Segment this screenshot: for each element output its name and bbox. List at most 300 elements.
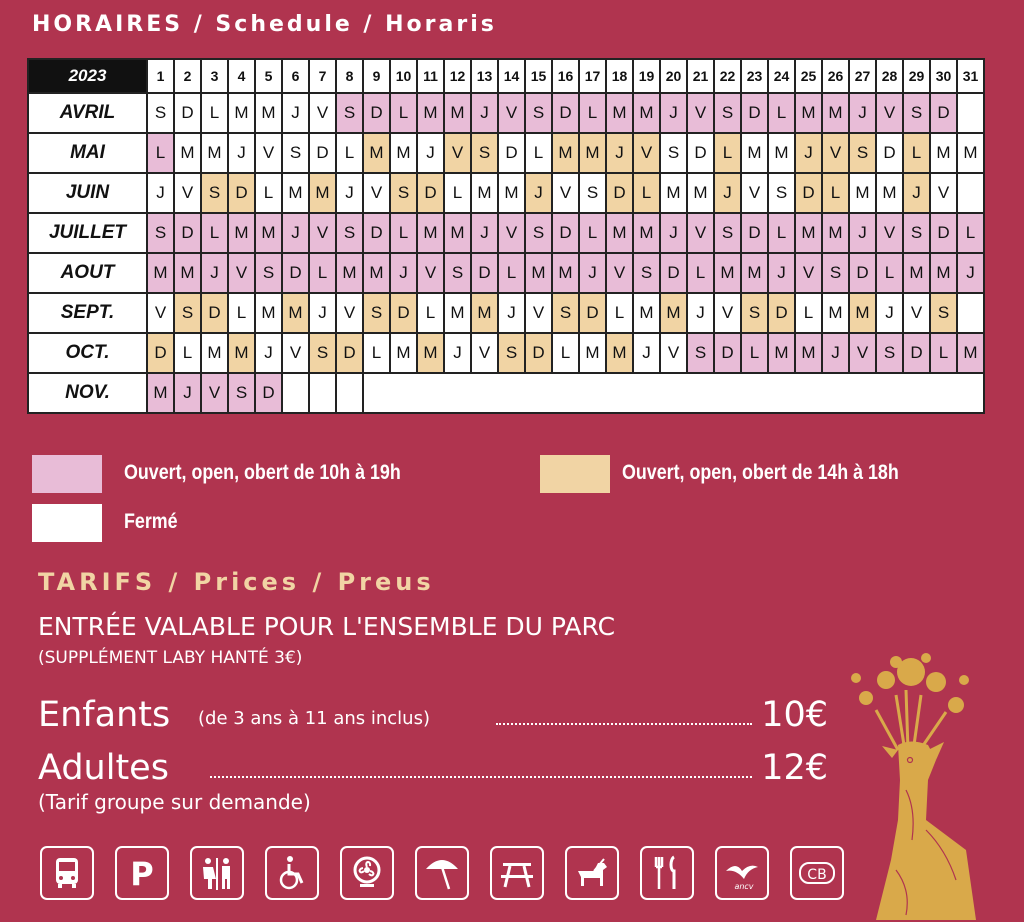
- day-cell: M: [768, 333, 795, 373]
- day-cell: L: [633, 173, 660, 213]
- day-number: 4: [228, 59, 255, 93]
- day-cell: M: [660, 293, 687, 333]
- day-cell: J: [282, 213, 309, 253]
- month-row: [28, 333, 984, 373]
- day-cell: D: [174, 93, 201, 133]
- day-cell: S: [660, 133, 687, 173]
- day-cell: S: [768, 173, 795, 213]
- day-cell: M: [147, 373, 174, 413]
- day-cell: D: [174, 213, 201, 253]
- day-cell: M: [633, 293, 660, 333]
- day-cell: V: [903, 293, 930, 333]
- day-cell: V: [282, 333, 309, 373]
- day-cell: S: [930, 293, 957, 333]
- day-cell: D: [336, 333, 363, 373]
- legend-open-afternoon: Ouvert, open, obert de 14h à 18h: [622, 461, 899, 484]
- day-cell: M: [201, 333, 228, 373]
- day-cell: S: [336, 213, 363, 253]
- day-cell: J: [903, 173, 930, 213]
- day-cell: M: [957, 333, 984, 373]
- day-cell: D: [903, 333, 930, 373]
- day-cell: J: [255, 333, 282, 373]
- day-number: 26: [822, 59, 849, 93]
- month-row: [28, 93, 984, 133]
- day-cell: M: [444, 93, 471, 133]
- month-label: AVRIL: [28, 93, 147, 133]
- day-cell: M: [606, 213, 633, 253]
- day-cell: L: [687, 253, 714, 293]
- day-cell: D: [309, 133, 336, 173]
- day-cell: M: [714, 253, 741, 293]
- day-number: 11: [417, 59, 444, 93]
- day-cell: M: [606, 333, 633, 373]
- day-cell: J: [282, 93, 309, 133]
- day-number: 8: [336, 59, 363, 93]
- day-cell: J: [498, 293, 525, 333]
- day-cell: D: [363, 93, 390, 133]
- day-cell: D: [471, 253, 498, 293]
- day-number: 29: [903, 59, 930, 93]
- day-number: 25: [795, 59, 822, 93]
- day-cell: L: [930, 333, 957, 373]
- day-number: 30: [930, 59, 957, 93]
- day-cell: L: [714, 133, 741, 173]
- svg-text:ancv: ancv: [734, 882, 754, 891]
- legend-closed: Fermé: [124, 510, 178, 533]
- day-cell: M: [255, 293, 282, 333]
- day-cell: S: [579, 173, 606, 213]
- day-cell: M: [282, 293, 309, 333]
- day-cell: M: [795, 93, 822, 133]
- day-cell: S: [714, 213, 741, 253]
- day-cell: J: [444, 333, 471, 373]
- day-number: 3: [201, 59, 228, 93]
- day-cell: L: [606, 293, 633, 333]
- day-cell: D: [714, 333, 741, 373]
- day-cell: J: [228, 133, 255, 173]
- day-number: 1: [147, 59, 174, 93]
- day-cell: M: [795, 333, 822, 373]
- empty-cell: [957, 93, 984, 133]
- day-cell: S: [552, 293, 579, 333]
- day-cell: V: [444, 133, 471, 173]
- day-cell: M: [255, 213, 282, 253]
- day-number: 20: [660, 59, 687, 93]
- parasol-icon: [415, 846, 469, 900]
- month-label: AOUT: [28, 253, 147, 293]
- day-cell: L: [444, 173, 471, 213]
- day-cell: M: [822, 93, 849, 133]
- day-cell: S: [336, 93, 363, 133]
- dots-leader: [210, 776, 752, 778]
- day-number: 10: [390, 59, 417, 93]
- day-cell: M: [903, 253, 930, 293]
- day-cell: M: [741, 253, 768, 293]
- day-number: 19: [633, 59, 660, 93]
- day-cell: L: [390, 93, 417, 133]
- day-cell: V: [147, 293, 174, 333]
- day-cell: M: [822, 213, 849, 253]
- day-cell: M: [228, 213, 255, 253]
- day-cell: S: [498, 333, 525, 373]
- day-cell: M: [471, 293, 498, 333]
- month-label: MAI: [28, 133, 147, 173]
- day-cell: V: [363, 173, 390, 213]
- day-cell: V: [822, 133, 849, 173]
- children-label: Enfants: [38, 695, 171, 735]
- month-row: [28, 213, 984, 253]
- day-number: 22: [714, 59, 741, 93]
- day-number: 27: [849, 59, 876, 93]
- day-cell: D: [930, 93, 957, 133]
- day-cell: S: [822, 253, 849, 293]
- day-cell: J: [660, 93, 687, 133]
- day-cell: J: [849, 93, 876, 133]
- day-cell: M: [633, 93, 660, 133]
- day-cell: S: [390, 173, 417, 213]
- day-cell: D: [579, 293, 606, 333]
- month-row: [28, 133, 984, 173]
- day-cell: M: [579, 133, 606, 173]
- day-cell: M: [849, 293, 876, 333]
- year-cell: 2023: [28, 59, 147, 93]
- day-cell: M: [228, 333, 255, 373]
- empty-cell: [309, 373, 336, 413]
- day-cell: M: [606, 93, 633, 133]
- day-cell: V: [552, 173, 579, 213]
- day-number: 18: [606, 59, 633, 93]
- day-cell: M: [552, 253, 579, 293]
- day-cell: J: [822, 333, 849, 373]
- day-cell: M: [633, 213, 660, 253]
- day-cell: S: [471, 133, 498, 173]
- day-cell: J: [633, 333, 660, 373]
- day-cell: J: [606, 133, 633, 173]
- adults-label: Adultes: [38, 748, 169, 788]
- day-cell: J: [714, 173, 741, 213]
- day-cell: J: [687, 293, 714, 333]
- day-cell: V: [741, 173, 768, 213]
- day-cell: J: [417, 133, 444, 173]
- day-cell: M: [336, 253, 363, 293]
- day-cell: M: [957, 133, 984, 173]
- day-cell: V: [849, 333, 876, 373]
- day-number: 7: [309, 59, 336, 93]
- day-cell: D: [687, 133, 714, 173]
- bus-icon: [40, 846, 94, 900]
- day-cell: J: [147, 173, 174, 213]
- day-cell: J: [768, 253, 795, 293]
- day-cell: S: [741, 293, 768, 333]
- day-cell: M: [201, 133, 228, 173]
- day-cell: M: [849, 173, 876, 213]
- day-number: 17: [579, 59, 606, 93]
- day-cell: M: [525, 253, 552, 293]
- day-cell: D: [741, 93, 768, 133]
- day-cell: M: [930, 253, 957, 293]
- day-cell: M: [174, 133, 201, 173]
- deer-illustration: [836, 650, 986, 920]
- day-cell: V: [201, 373, 228, 413]
- adults-price: 12€: [761, 748, 828, 788]
- month-label: JUIN: [28, 173, 147, 213]
- day-cell: S: [876, 333, 903, 373]
- day-number: 13: [471, 59, 498, 93]
- dog-icon: [565, 846, 619, 900]
- restaurant-icon: [640, 846, 694, 900]
- day-number: 14: [498, 59, 525, 93]
- legend-swatch-open-full: [32, 455, 102, 493]
- day-cell: D: [417, 173, 444, 213]
- day-cell: M: [228, 93, 255, 133]
- day-cell: V: [687, 213, 714, 253]
- day-cell: J: [390, 253, 417, 293]
- day-cell: L: [336, 133, 363, 173]
- month-row: [28, 253, 984, 293]
- day-cell: M: [741, 133, 768, 173]
- children-note: (de 3 ans à 11 ans inclus): [198, 708, 430, 729]
- day-cell: J: [309, 293, 336, 333]
- picnic-table-icon: [490, 846, 544, 900]
- day-cell: L: [417, 293, 444, 333]
- day-cell: M: [282, 173, 309, 213]
- day-cell: D: [606, 173, 633, 213]
- wheelchair-icon: [265, 846, 319, 900]
- day-cell: L: [201, 93, 228, 133]
- dots-leader: [496, 723, 752, 725]
- day-cell: L: [903, 133, 930, 173]
- day-cell: V: [255, 133, 282, 173]
- day-cell: L: [822, 173, 849, 213]
- day-cell: V: [336, 293, 363, 333]
- day-cell: S: [525, 93, 552, 133]
- empty-cell: [957, 173, 984, 213]
- month-label: SEPT.: [28, 293, 147, 333]
- day-cell: D: [390, 293, 417, 333]
- day-cell: L: [255, 173, 282, 213]
- day-cell: J: [471, 93, 498, 133]
- day-number: 24: [768, 59, 795, 93]
- day-cell: L: [201, 213, 228, 253]
- day-cell: M: [471, 173, 498, 213]
- day-cell: L: [390, 213, 417, 253]
- day-cell: L: [363, 333, 390, 373]
- day-cell: M: [363, 133, 390, 173]
- day-cell: S: [687, 333, 714, 373]
- day-cell: M: [309, 173, 336, 213]
- tarifs-title: TARIFS / Prices / Preus: [38, 568, 435, 596]
- day-cell: L: [525, 133, 552, 173]
- fan-icon: [340, 846, 394, 900]
- day-cell: S: [174, 293, 201, 333]
- day-cell: J: [849, 213, 876, 253]
- schedule-calendar: [27, 58, 985, 414]
- day-cell: M: [390, 133, 417, 173]
- day-cell: S: [363, 293, 390, 333]
- day-cell: D: [552, 93, 579, 133]
- day-cell: M: [174, 253, 201, 293]
- day-cell: M: [417, 93, 444, 133]
- day-cell: J: [579, 253, 606, 293]
- children-price-row: [38, 685, 828, 735]
- day-cell: D: [849, 253, 876, 293]
- day-cell: D: [552, 213, 579, 253]
- day-cell: D: [498, 133, 525, 173]
- day-cell: V: [228, 253, 255, 293]
- day-cell: M: [795, 213, 822, 253]
- day-cell: J: [660, 213, 687, 253]
- day-cell: M: [552, 133, 579, 173]
- legend-swatch-closed: [32, 504, 102, 542]
- day-number: 12: [444, 59, 471, 93]
- day-number: 5: [255, 59, 282, 93]
- day-cell: L: [741, 333, 768, 373]
- day-cell: D: [255, 373, 282, 413]
- day-number: 2: [174, 59, 201, 93]
- day-cell: V: [714, 293, 741, 333]
- day-cell: D: [363, 213, 390, 253]
- day-cell: M: [390, 333, 417, 373]
- day-cell: V: [795, 253, 822, 293]
- day-cell: V: [471, 333, 498, 373]
- day-cell: S: [903, 213, 930, 253]
- day-cell: V: [525, 293, 552, 333]
- day-cell: J: [174, 373, 201, 413]
- day-cell: D: [228, 173, 255, 213]
- day-cell: V: [876, 93, 903, 133]
- day-cell: J: [957, 253, 984, 293]
- svg-text:P: P: [130, 855, 154, 893]
- day-cell: D: [282, 253, 309, 293]
- day-cell: V: [498, 213, 525, 253]
- day-number: 31: [957, 59, 984, 93]
- day-cell: S: [201, 173, 228, 213]
- day-cell: V: [309, 213, 336, 253]
- day-number: 15: [525, 59, 552, 93]
- day-cell: L: [228, 293, 255, 333]
- day-cell: S: [714, 93, 741, 133]
- month-row: [28, 373, 984, 413]
- day-cell: L: [174, 333, 201, 373]
- month-row: [28, 173, 984, 213]
- day-cell: D: [201, 293, 228, 333]
- day-cell: V: [633, 133, 660, 173]
- day-cell: L: [498, 253, 525, 293]
- day-cell: D: [147, 333, 174, 373]
- supplement-text: (SUPPLÉMENT LABY HANTÉ 3€): [38, 648, 303, 668]
- parking-icon: [115, 846, 169, 900]
- empty-cell: [363, 373, 984, 413]
- day-cell: V: [606, 253, 633, 293]
- day-cell: M: [147, 253, 174, 293]
- day-cell: M: [930, 133, 957, 173]
- month-label: NOV.: [28, 373, 147, 413]
- day-cell: S: [147, 93, 174, 133]
- day-cell: L: [768, 93, 795, 133]
- day-cell: S: [228, 373, 255, 413]
- day-cell: M: [417, 213, 444, 253]
- day-cell: M: [687, 173, 714, 213]
- day-cell: S: [525, 213, 552, 253]
- schedule-title: HORAIRES / Schedule / Horaris: [32, 12, 497, 37]
- day-cell: M: [822, 293, 849, 333]
- empty-cell: [336, 373, 363, 413]
- day-cell: M: [498, 173, 525, 213]
- children-price: 10€: [761, 695, 828, 735]
- day-cell: J: [471, 213, 498, 253]
- empty-cell: [282, 373, 309, 413]
- day-cell: M: [255, 93, 282, 133]
- ancv-icon: [715, 846, 769, 900]
- group-note: (Tarif groupe sur demande): [38, 790, 311, 814]
- day-cell: L: [309, 253, 336, 293]
- day-cell: J: [876, 293, 903, 333]
- day-cell: L: [147, 133, 174, 173]
- day-cell: V: [687, 93, 714, 133]
- svg-text:CB: CB: [807, 867, 827, 883]
- day-cell: D: [795, 173, 822, 213]
- day-cell: J: [795, 133, 822, 173]
- day-number: 23: [741, 59, 768, 93]
- day-cell: L: [876, 253, 903, 293]
- legend-open-full: Ouvert, open, obert de 10h à 19h: [124, 461, 401, 484]
- day-cell: S: [147, 213, 174, 253]
- day-cell: L: [795, 293, 822, 333]
- day-cell: V: [309, 93, 336, 133]
- day-number: 28: [876, 59, 903, 93]
- day-cell: V: [174, 173, 201, 213]
- day-cell: D: [660, 253, 687, 293]
- day-cell: S: [255, 253, 282, 293]
- adults-price-row: [38, 738, 828, 788]
- day-number: 16: [552, 59, 579, 93]
- day-cell: S: [444, 253, 471, 293]
- day-cell: J: [336, 173, 363, 213]
- toilets-icon: [190, 846, 244, 900]
- month-row: [28, 293, 984, 333]
- day-number: 9: [363, 59, 390, 93]
- day-cell: L: [768, 213, 795, 253]
- entry-text: ENTRÉE VALABLE POUR L'ENSEMBLE DU PARC: [38, 612, 616, 641]
- day-cell: V: [660, 333, 687, 373]
- day-cell: M: [444, 213, 471, 253]
- day-cell: M: [444, 293, 471, 333]
- day-cell: M: [660, 173, 687, 213]
- month-label: OCT.: [28, 333, 147, 373]
- day-cell: M: [579, 333, 606, 373]
- day-cell: V: [930, 173, 957, 213]
- day-cell: L: [552, 333, 579, 373]
- day-cell: S: [309, 333, 336, 373]
- day-cell: L: [579, 93, 606, 133]
- day-cell: M: [417, 333, 444, 373]
- day-cell: S: [633, 253, 660, 293]
- day-cell: D: [768, 293, 795, 333]
- day-cell: S: [282, 133, 309, 173]
- day-cell: J: [201, 253, 228, 293]
- day-cell: V: [417, 253, 444, 293]
- legend-swatch-open-afternoon: [540, 455, 610, 493]
- day-cell: J: [525, 173, 552, 213]
- day-cell: L: [957, 213, 984, 253]
- empty-cell: [957, 293, 984, 333]
- day-cell: M: [876, 173, 903, 213]
- day-cell: D: [525, 333, 552, 373]
- day-cell: V: [876, 213, 903, 253]
- day-number: 6: [282, 59, 309, 93]
- day-number: 21: [687, 59, 714, 93]
- day-cell: D: [741, 213, 768, 253]
